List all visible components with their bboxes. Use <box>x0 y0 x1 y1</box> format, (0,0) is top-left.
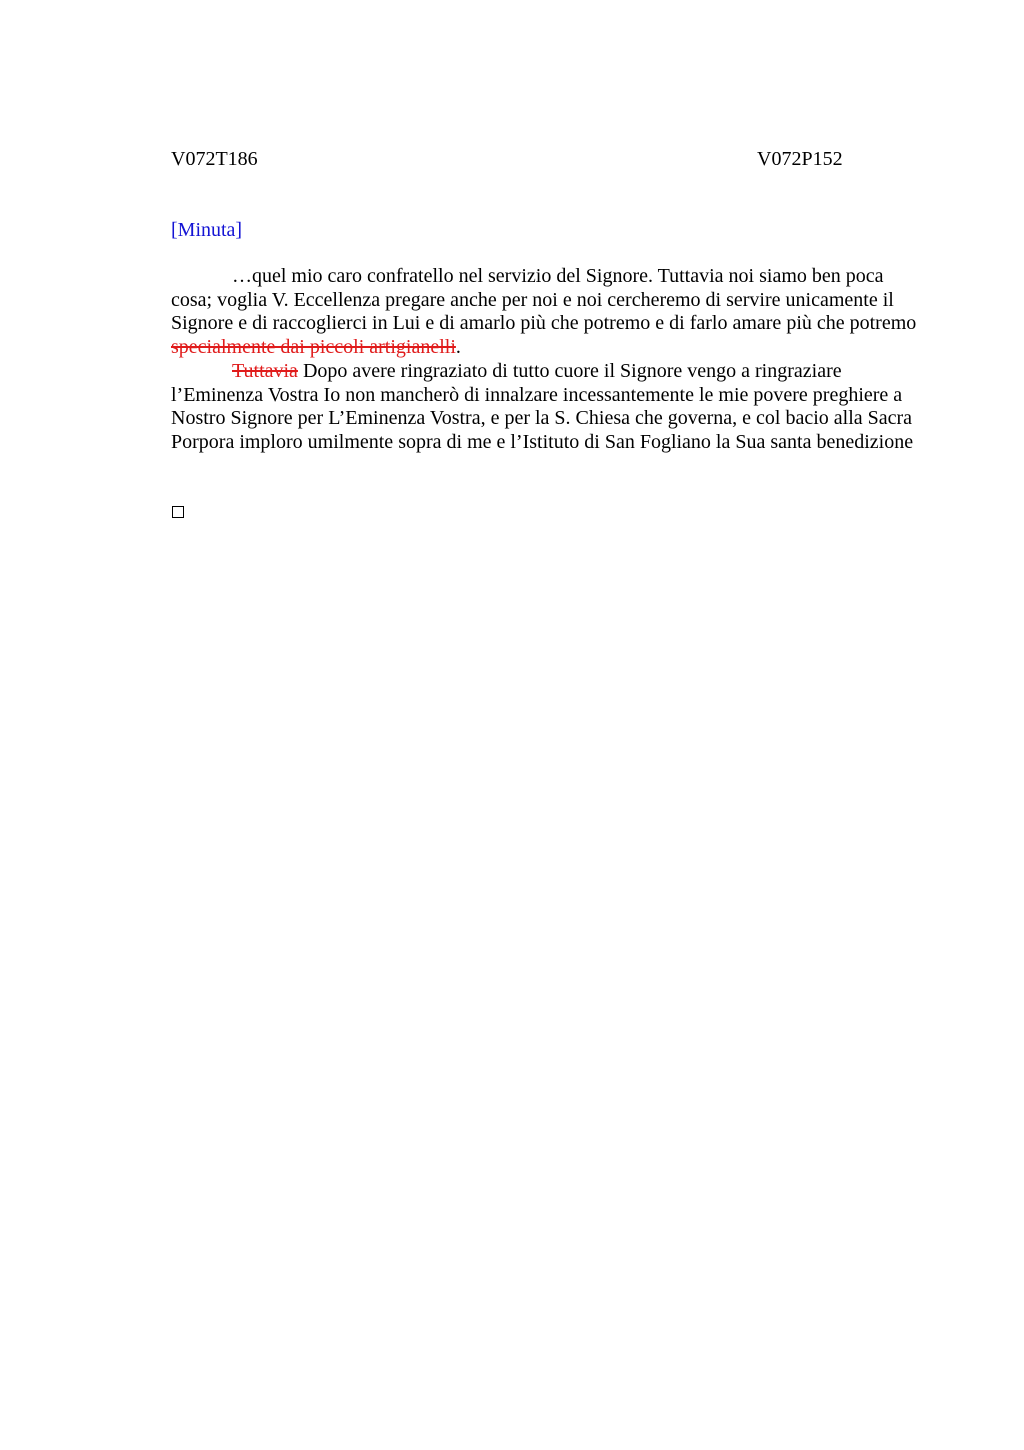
deleted-text: specialmente dai piccoli artigianelli <box>171 336 456 359</box>
checkbox-square-icon <box>172 506 184 518</box>
deleted-word: Tuttavia <box>232 359 298 382</box>
letter-body <box>171 265 923 455</box>
paragraph-1-tail: . <box>455 336 461 359</box>
minuta-label: [Minuta] <box>171 219 243 241</box>
document-code-left: V072T186 <box>171 148 258 170</box>
paragraph-2 <box>171 360 923 455</box>
document-code-right: V072P152 <box>757 148 843 170</box>
paragraph-2-text: Dopo avere ringraziato di tutto cuore il Signore vengo a ringraziare l’Eminenza Vostra Io non mancherò di innalzare incessantemente le mie povere preghiere a Nostro Signore per L’Eminenza Vostra, e per la S. Chiesa che governa, e col bacio alla Sacra Porpora imploro umilmente sopra di me e l’Istituto di San Fogliano la Sua santa benedizione <box>171 359 914 453</box>
paragraph-1 <box>171 265 923 360</box>
paragraph-1-text: …quel mio caro confratello nel servizio del Signore. Tuttavia noi siamo ben poca cosa; voglia V. Eccellenza pregare anche per noi e noi cercheremo di servire unicamente il Signore e di raccoglierci in Lui e di amarlo più che potremo e di farlo amare più che potremo <box>171 265 917 335</box>
